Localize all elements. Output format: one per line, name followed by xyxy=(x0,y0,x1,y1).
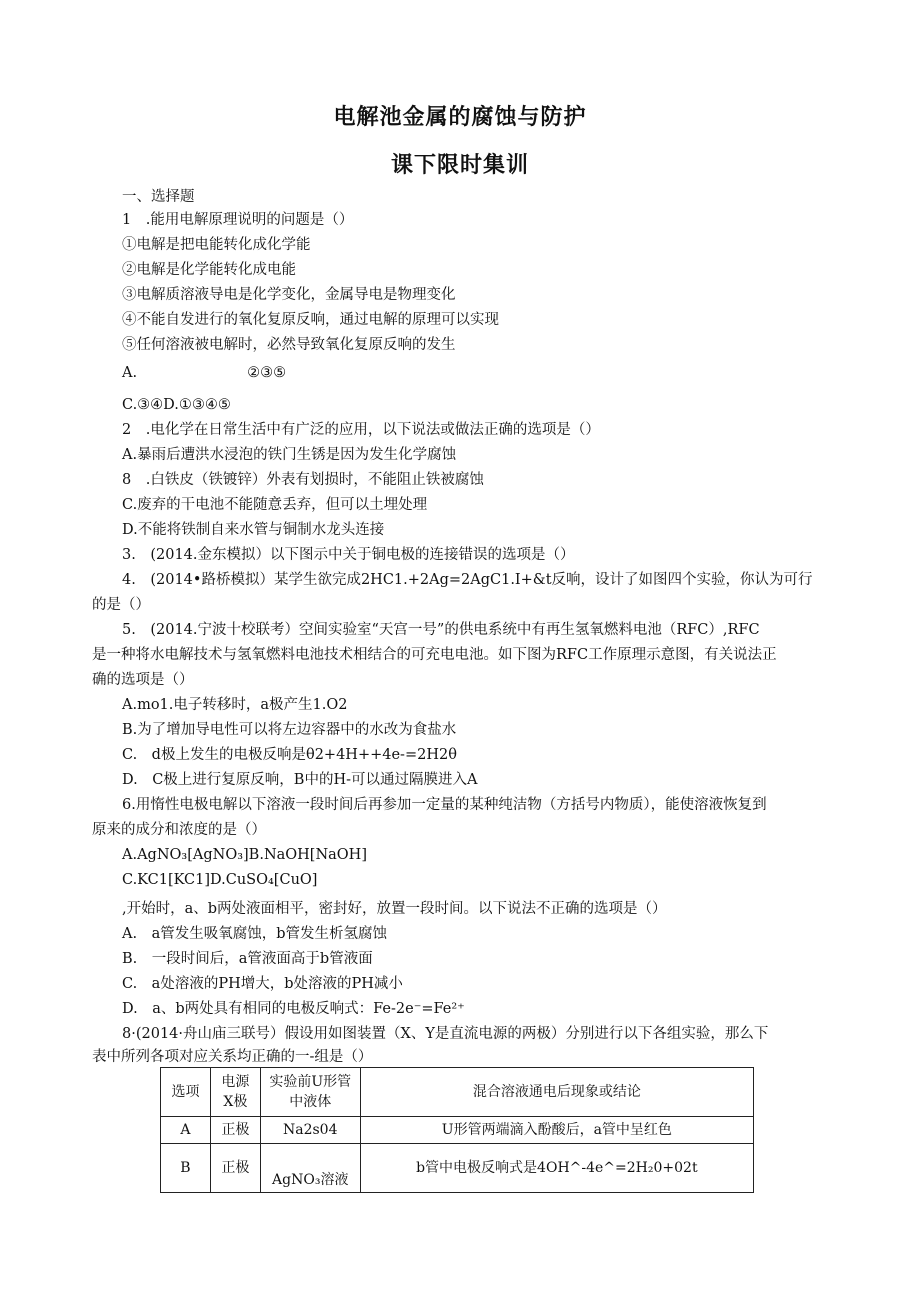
table-header-row xyxy=(161,1068,754,1117)
q1-item-1: ①电解是把电能转化成化学能 xyxy=(122,237,311,253)
q4-stem-line-1: 4. (2014•路桥模拟）某学生欲完成2HC1.+2Ag=2AgC1.I+&t反响，设计了如图四个实验，你认为可行 xyxy=(122,572,813,588)
table-cell: b管中电极反响式是4OH^-4e^=2H₂0+02t xyxy=(360,1144,753,1193)
q5-option-c: C. d极上发生的电极反响是θ2+4H++4e-=2H2θ xyxy=(122,747,457,763)
q8-stem-line-1: 8·(2014·舟山庙三联号）假设用如图装置（X、Y是直流电源的两极）分别进行以下各组实验，那么下 xyxy=(122,1026,769,1042)
table-cell: 正极 xyxy=(210,1117,260,1144)
q6-stem-line-2: 原来的成分和浓度的是（） xyxy=(92,822,266,838)
table-cell: Na2s04 xyxy=(260,1117,360,1144)
q6-stem-line-1: 6.用惰性电极电解以下溶液一段时间后再参加一定量的某种纯洁物（方括号内物质），能使溶液恢复到 xyxy=(122,797,767,813)
q8-stem-line-2: 表中所列各项对应关系均正确的一-组是（） xyxy=(92,1049,373,1065)
q6-options-cd: C.KC1[KC1]D.CuSO₄[CuO] xyxy=(122,872,318,888)
q5-option-a: A.mo1.电子转移时，a极产生1.O2 xyxy=(122,697,348,713)
section-heading: 一、选择题 xyxy=(122,189,195,205)
q7-option-a: A. a管发生吸氧腐蚀，b管发生析氢腐蚀 xyxy=(122,926,388,942)
q2-stem: 2 .电化学在日常生活中有广泛的应用，以下说法或做法正确的选项是（） xyxy=(122,422,600,438)
q7-option-d: D. a、b两处具有相同的电极反响式：Fe-2e⁻=Fe²⁺ xyxy=(122,1001,465,1017)
q7-option-b: B. 一段时间后，a管液面高于b管液面 xyxy=(122,951,373,967)
q7-stem: ,开始时，a、b两处液面相平，密封好，放置一段时间。以下说法不正确的选项是（） xyxy=(122,901,667,917)
q1-item-4: ④不能自发进行的氧化复原反响，通过电解的原理可以实现 xyxy=(122,312,499,328)
q1-option-a xyxy=(122,364,286,382)
table-header-cell: 电源 X极 xyxy=(210,1068,260,1117)
q1-item-5: ⑤任何溶液被电解时，必然导致氧化复原反响的发生 xyxy=(122,337,456,353)
q1-options-cd: C.③④D.①③④⑤ xyxy=(122,397,231,413)
q8-options-table xyxy=(160,1067,754,1193)
q1-option-a-value: ②③⑤ xyxy=(247,365,287,381)
q4-stem-line-2: 的是（） xyxy=(92,597,150,613)
table-row xyxy=(161,1117,754,1144)
q1-item-3: ③电解质溶液导电是化学变化，金属导电是物理变化 xyxy=(122,287,456,303)
table-cell: AgNO₃溶液 xyxy=(260,1144,360,1193)
document-title: 电解池金属的腐蚀与防护 xyxy=(333,105,587,130)
table-header-cell: 实验前U形管 中液体 xyxy=(260,1068,360,1117)
table-header-cell: 混合溶液通电后现象或结论 xyxy=(360,1068,753,1117)
q5-option-b: B.为了增加导电性可以将左边容器中的水改为食盐水 xyxy=(122,722,457,738)
q5-option-d: D. C极上进行复原反响，B中的H-可以通过隔膜进入A xyxy=(122,772,478,788)
table-cell: 正极 xyxy=(210,1144,260,1193)
q3-stem: 3. (2014.金东模拟）以下图示中关于铜电极的连接错误的选项是（） xyxy=(122,547,575,563)
table-cell: A xyxy=(161,1117,211,1144)
q1-stem: 1 .能用电解原理说明的问题是（） xyxy=(122,212,354,228)
q5-stem-line-1: 5. (2014.宁波十校联考）空间实验室“天宫一号”的供电系统中有再生氢氧燃料电池（RFC）,RFC xyxy=(122,622,760,638)
q7-option-c: C. a处溶液的PH增大，b处溶液的PH减小 xyxy=(122,976,403,992)
table-cell: B xyxy=(161,1144,211,1193)
q2-option-b: 8 .白铁皮（铁镀锌）外表有划损时，不能阻止铁被腐蚀 xyxy=(122,472,484,488)
q5-stem-line-2: 是一种将水电解技术与氢氧燃料电池技术相结合的可充电电池。如下图为RFC工作原理示意图，有关说法正 xyxy=(92,647,777,663)
q1-item-2: ②电解是化学能转化成电能 xyxy=(122,262,296,278)
table-header-cell: 选项 xyxy=(161,1068,211,1117)
table-row xyxy=(161,1144,754,1193)
table-cell: U形管两端滴入酚酸后，a管中呈红色 xyxy=(360,1117,753,1144)
document-subtitle: 课下限时集训 xyxy=(390,153,529,178)
q6-options-ab: A.AgNO₃[AgNO₃]B.NaOH[NaOH] xyxy=(122,847,367,863)
q5-stem-line-3: 确的选项是（） xyxy=(92,672,194,688)
q2-option-a: A.暴雨后遭洪水浸泡的铁门生锈是因为发生化学腐蚀 xyxy=(122,447,457,463)
q2-option-c: C.废弃的干电池不能随意丢弃，但可以土埋处理 xyxy=(122,497,428,513)
q2-option-d: D.不能将铁制自来水管与铜制水龙头连接 xyxy=(122,522,385,538)
q1-option-a-label: A. xyxy=(122,365,138,381)
